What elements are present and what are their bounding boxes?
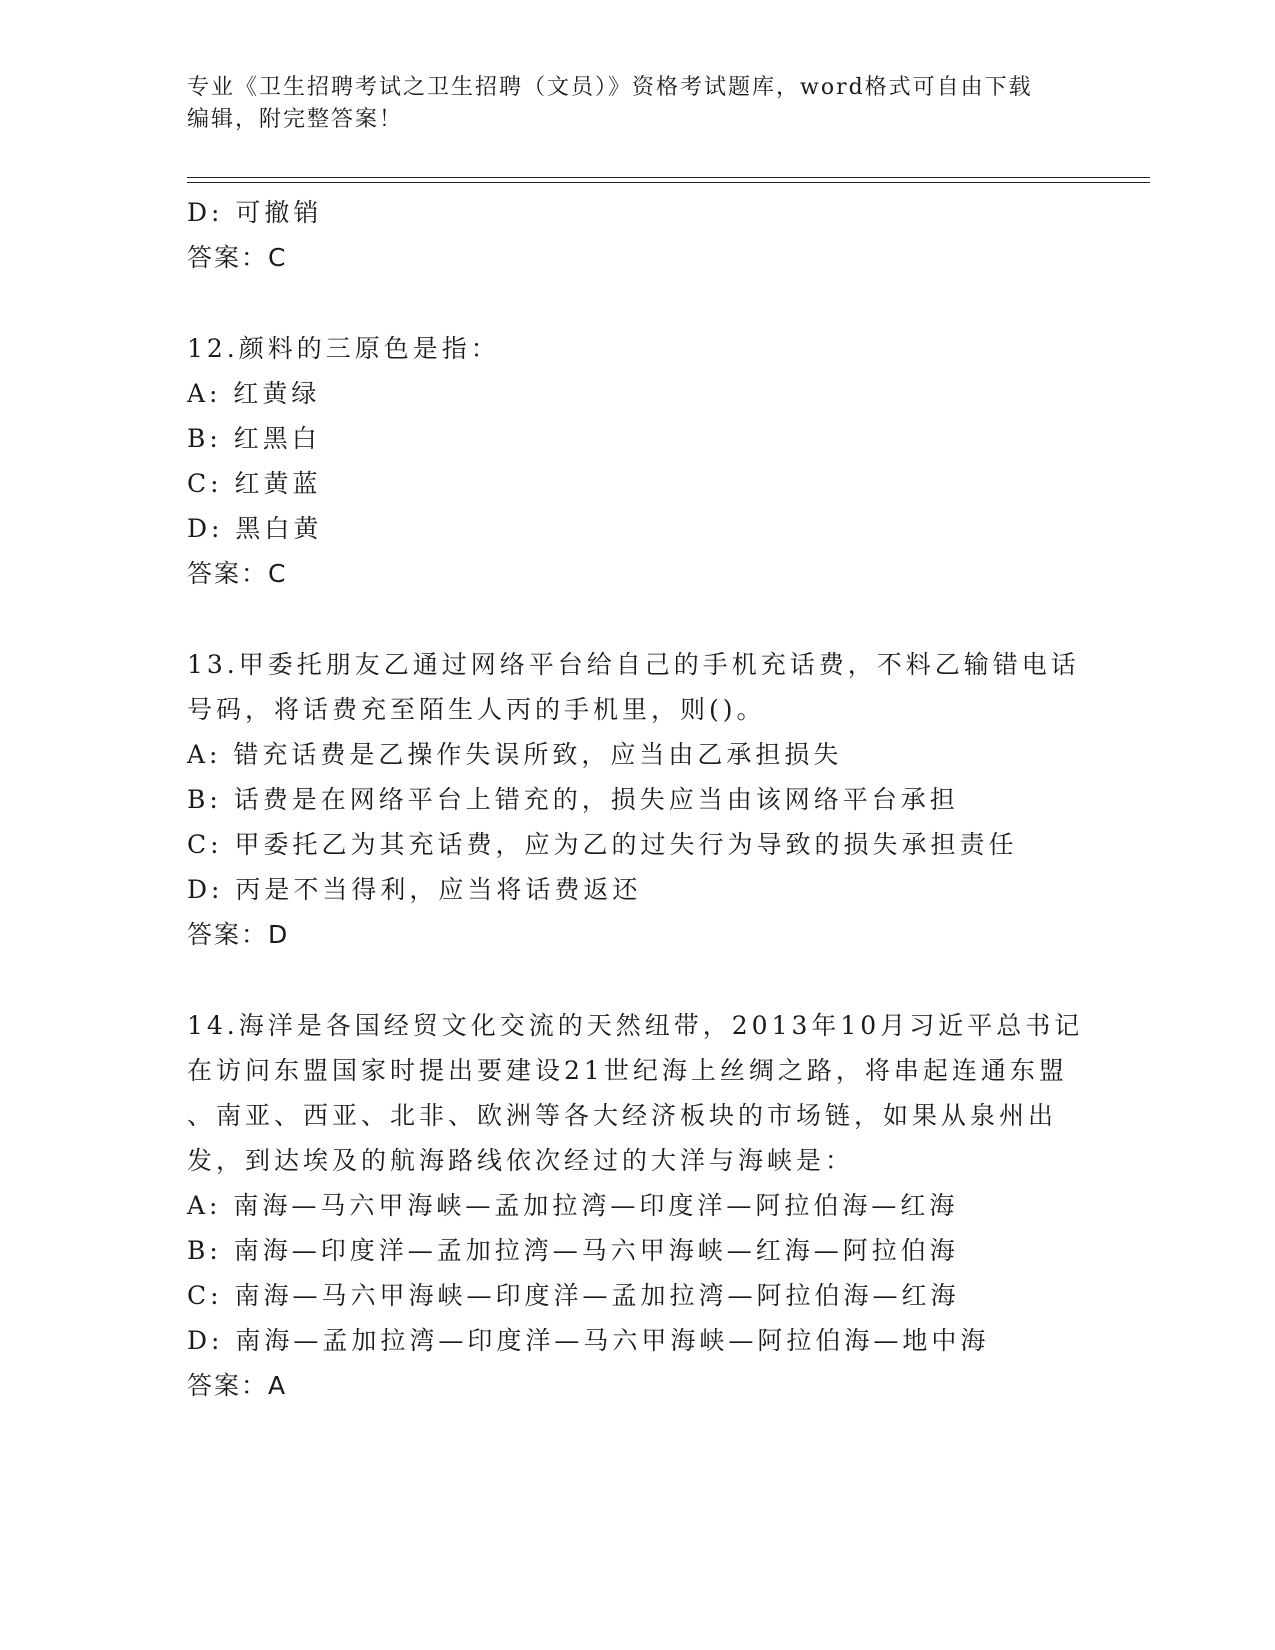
q12-stem: 12.颜料的三原色是指： bbox=[187, 334, 500, 363]
q12-option-c: C: 红黄蓝 bbox=[187, 469, 322, 498]
q14-stem-line-3: 、南亚、西亚、北非、欧洲等各大经济板块的市场链，如果从泉州出 bbox=[187, 1101, 1058, 1130]
header-divider-bottom bbox=[187, 182, 1150, 183]
header-line-1: 专业《卫生招聘考试之卫生招聘（文员）》资格考试题库，word格式可自由下载 bbox=[187, 75, 1033, 100]
q14-stem-line-4: 发，到达埃及的航海路线依次经过的大洋与海峡是： bbox=[187, 1146, 855, 1175]
q14-answer: 答案：A bbox=[187, 1371, 288, 1400]
q12-option-d: D: 黑白黄 bbox=[187, 514, 323, 543]
q13-stem-line-2: 号码，将话费充至陌生人丙的手机里，则()。 bbox=[187, 695, 766, 724]
spacer bbox=[187, 596, 1087, 642]
q14-option-c: C: 南海—马六甲海峡—印度洋—孟加拉湾—阿拉伯海—红海 bbox=[187, 1281, 960, 1310]
document-header bbox=[187, 72, 1067, 136]
spacer bbox=[187, 280, 1087, 326]
q14-stem-line-2: 在访问东盟国家时提出要建设21世纪海上丝绸之路，将串起连通东盟 bbox=[187, 1056, 1068, 1085]
q11-answer: 答案：C bbox=[187, 243, 288, 272]
q14-option-b: B: 南海—印度洋—孟加拉湾—马六甲海峡—红海—阿拉伯海 bbox=[187, 1236, 959, 1265]
q14-option-a: A: 南海—马六甲海峡—孟加拉湾—印度洋—阿拉伯海—红海 bbox=[187, 1191, 959, 1220]
q14-stem-line-1: 14.海洋是各国经贸文化交流的天然纽带，2013年10月习近平总书记 bbox=[187, 1011, 1084, 1040]
q12-option-a: A: 红黄绿 bbox=[187, 379, 321, 408]
q13-option-b: B: 话费是在网络平台上错充的，损失应当由该网络平台承担 bbox=[187, 785, 959, 814]
q13-option-d: D: 丙是不当得利，应当将话费返还 bbox=[187, 875, 642, 904]
q13-option-c: C: 甲委托乙为其充话费，应为乙的过失行为导致的损失承担责任 bbox=[187, 830, 1018, 859]
question-content bbox=[187, 190, 1087, 1408]
q13-option-a: A: 错充话费是乙操作失误所致，应当由乙承担损失 bbox=[187, 740, 843, 769]
q14-option-d: D: 南海—孟加拉湾—印度洋—马六甲海峡—阿拉伯海—地中海 bbox=[187, 1326, 990, 1355]
q13-answer: 答案：D bbox=[187, 920, 290, 949]
q13-stem-line-1: 13.甲委托朋友乙通过网络平台给自己的手机充话费，不料乙输错电话 bbox=[187, 650, 1080, 679]
header-line-2: 编辑，附完整答案！ bbox=[187, 107, 404, 132]
spacer bbox=[187, 957, 1087, 1003]
header-divider-top bbox=[187, 177, 1150, 178]
q12-option-b: B: 红黑白 bbox=[187, 424, 321, 453]
q11-option-d: D: 可撤销 bbox=[187, 198, 323, 227]
q12-answer: 答案：C bbox=[187, 559, 288, 588]
